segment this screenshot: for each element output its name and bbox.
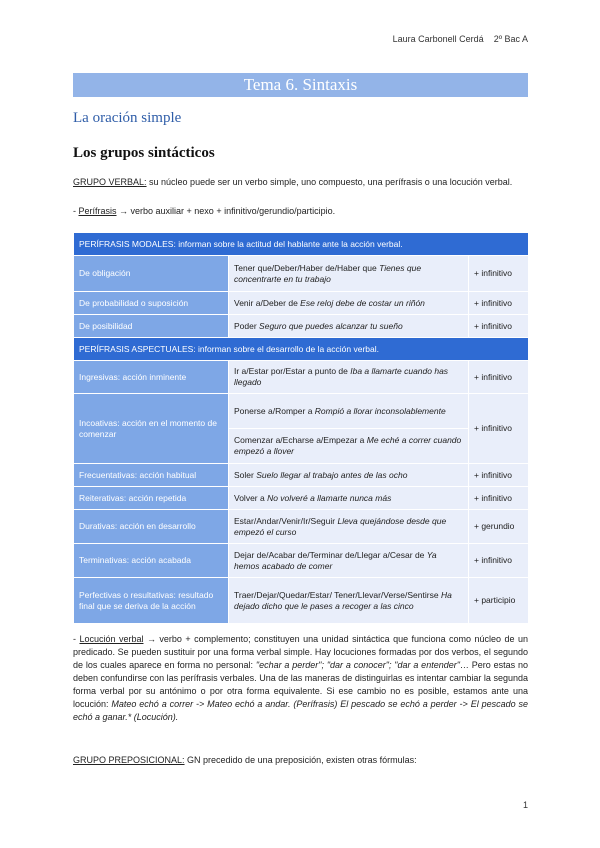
forms-cell: Traer/Dejar/Quedar/Estar/ Tener/Llevar/Verse/Sentirse Ha dejado dicho que le pases a recoger a las cinco <box>229 578 469 624</box>
modales-header: PERÍFRASIS MODALES: informan sobre la actitud del hablante ante la acción verbal. <box>74 233 529 256</box>
form-type-cell: + infinitivo <box>469 544 529 578</box>
grupo-preposicional-paragraph <box>73 754 528 767</box>
forms-cell: Ir a/Estar por/Estar a punto de Iba a llamarte cuando has llegado <box>229 361 469 394</box>
forms-cell: Comenzar a/Echarse a/Empezar a Me eché a correr cuando empezó a llover <box>229 429 469 464</box>
form-type-cell: + infinitivo <box>469 464 529 487</box>
form-type-cell: + infinitivo <box>469 315 529 338</box>
locucion-text-1: → verbo + complemento; constituyen una unidad sintáctica que funciona como núcleo de un predicado. Se pueden sustituir por una forma verbal simple. Hay locuciones formadas por dos verbos, el segundo de los cuales aparece en forma no personal: <box>73 634 529 670</box>
perifrasis-label: Perífrasis <box>78 206 117 216</box>
modales-header-row <box>74 233 529 256</box>
aspectuales-header-row <box>74 338 529 361</box>
locucion-paragraph <box>73 633 528 724</box>
course-label: 2º Bac A <box>493 34 528 44</box>
table-row <box>74 487 529 510</box>
forms-cell: Estar/Andar/Venir/Ir/Seguir Lleva quejándose desde que empezó el curso <box>229 510 469 544</box>
form-type-cell: + infinitivo <box>469 256 529 292</box>
table-row <box>74 256 529 292</box>
locucion-text-2: … Pero estas no deben confundirse con las perífrasis verbales. Una de las maneras de distinguirlas es intentar cambiar la segunda forma verbal por su antónimo o por otra forma equivalente. Si ese cambio no es posible, estamos ante una locución: <box>73 660 528 709</box>
grupo-preposicional-label: GRUPO PREPOSICIONAL: <box>73 755 185 765</box>
locucion-example-1: "echar a perder"; "dar a conocer"; "dar a entender" <box>255 660 460 670</box>
type-cell: Perfectivas o resultativas: resultado final que se deriva de la acción <box>74 578 229 624</box>
form-type-cell: + infinitivo <box>469 394 529 464</box>
table-row <box>74 510 529 544</box>
author-name: Laura Carbonell Cerdá <box>392 34 484 44</box>
page-title: Tema 6. Sintaxis <box>73 73 528 97</box>
forms-cell: Ponerse a/Romper a Rompió a llorar inconsolablemente <box>229 394 469 429</box>
forms-cell: Volver a No volveré a llamarte nunca más <box>229 487 469 510</box>
grupo-verbal-text: su núcleo puede ser un verbo simple, uno compuesto, una perífrasis o una locución verbal. <box>146 177 513 187</box>
table-row <box>74 361 529 394</box>
forms-cell: Venir a/Deber de Ese reloj debe de costar un riñón <box>229 292 469 315</box>
forms-cell: Dejar de/Acabar de/Terminar de/Llegar a/Cesar de Ya hemos acabado de comer <box>229 544 469 578</box>
type-cell: De obligación <box>74 256 229 292</box>
locucion-example-2: Mateo echó a correr -> Mateo echó a andar. (Perífrasis) El pescado se echó a perder -> El pescado se echó a ganar.* (Locución). <box>73 699 528 722</box>
locucion-label: Locución verbal <box>79 634 144 644</box>
grupo-preposicional-text: GN precedido de una preposición, existen otras fórmulas: <box>184 755 417 765</box>
form-type-cell: + infinitivo <box>469 292 529 315</box>
form-type-cell: + infinitivo <box>469 487 529 510</box>
perifrasis-table <box>73 232 529 624</box>
perifrasis-prefix: - <box>73 206 79 216</box>
form-type-cell: + participio <box>469 578 529 624</box>
type-cell: Incoativas: acción en el momento de comenzar <box>74 394 229 464</box>
forms-cell: Poder Seguro que puedes alcanzar tu sueño <box>229 315 469 338</box>
type-cell: Durativas: acción en desarrollo <box>74 510 229 544</box>
page-header-author <box>393 34 528 44</box>
grupo-verbal-paragraph <box>73 176 528 189</box>
type-cell: Reiterativas: acción repetida <box>74 487 229 510</box>
grupo-verbal-label: GRUPO VERBAL: <box>73 177 147 187</box>
type-cell: De posibilidad <box>74 315 229 338</box>
table-row <box>74 315 529 338</box>
type-cell: Ingresivas: acción inminente <box>74 361 229 394</box>
page-number: 1 <box>522 800 528 810</box>
table-row <box>74 464 529 487</box>
form-type-cell: + gerundio <box>469 510 529 544</box>
table-row <box>74 292 529 315</box>
table-row <box>74 544 529 578</box>
subsection-heading: Los grupos sintácticos <box>73 145 215 161</box>
perifrasis-line <box>73 205 528 218</box>
form-type-cell: + infinitivo <box>469 361 529 394</box>
aspectuales-header: PERÍFRASIS ASPECTUALES: informan sobre el desarrollo de la acción verbal. <box>74 338 529 361</box>
forms-cell: Tener que/Deber/Haber de/Haber que Tienes que concentrarte en tu trabajo <box>229 256 469 292</box>
locucion-prefix: - <box>73 634 80 644</box>
perifrasis-text: → verbo auxiliar + nexo + infinitivo/gerundio/participio. <box>116 206 336 216</box>
forms-cell: Soler Suelo llegar al trabajo antes de las ocho <box>229 464 469 487</box>
type-cell: Terminativas: acción acabada <box>74 544 229 578</box>
table-row <box>74 394 529 429</box>
type-cell: De probabilidad o suposición <box>74 292 229 315</box>
table-row <box>74 578 529 624</box>
section-heading: La oración simple <box>73 110 182 126</box>
type-cell: Frecuentativas: acción habitual <box>74 464 229 487</box>
